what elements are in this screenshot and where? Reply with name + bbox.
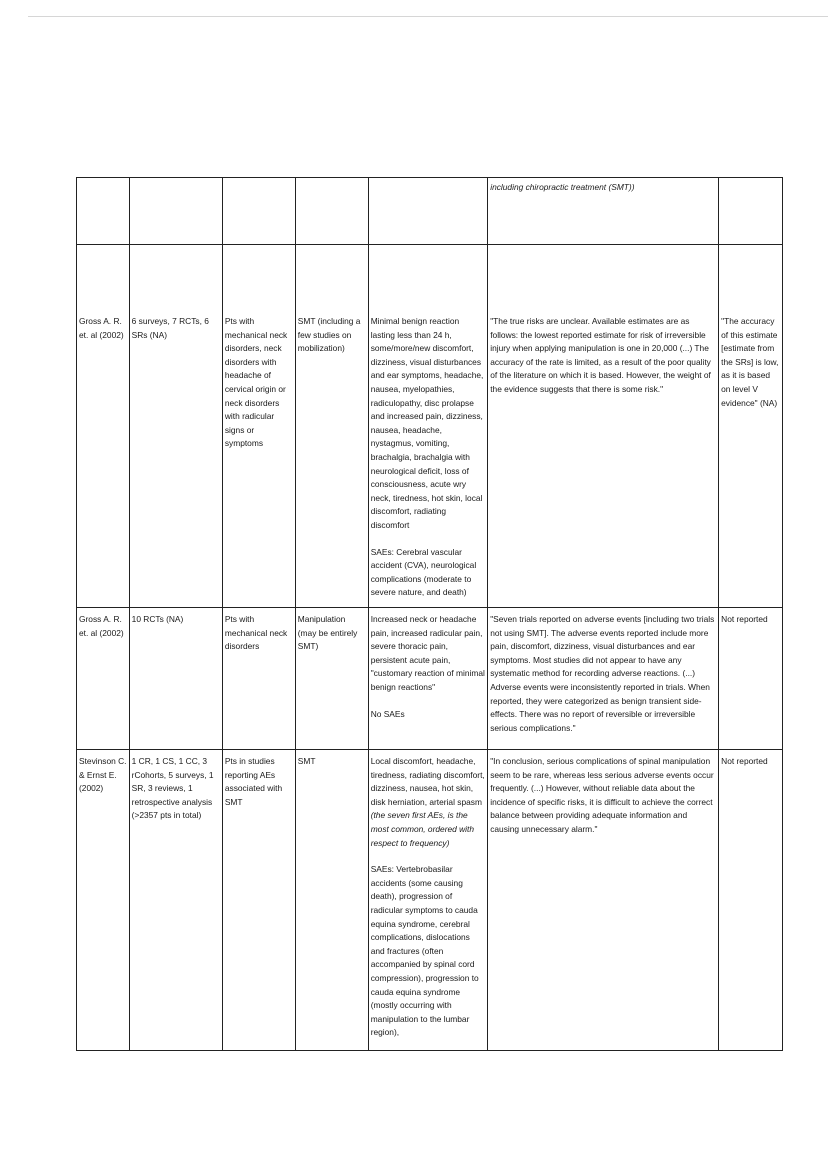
population-cell: Pts with mechanical neck disorders (222, 608, 295, 750)
design-cell: 1 CR, 1 CS, 1 CC, 3 rCohorts, 5 surveys, 1 SR, 3 reviews, 1 retrospective analysis (>2357 pts in total) (129, 750, 222, 1051)
page-top-rule (28, 16, 828, 17)
author-cell: Stevinson C. & Ernst E. (2002) (77, 750, 130, 1051)
adverse-events-cell (368, 750, 488, 1051)
saes-text: SAEs: Cerebral vascular accident (CVA), neurological complications (moderate to severe nature, and death) (370, 546, 477, 598)
intervention-cell: SMT (295, 750, 368, 1051)
intervention-cell: SMT (including a few studies on mobilization) (295, 245, 368, 608)
population-cell: Pts with mechanical neck disorders, neck disorders with headache of cervical origin or neck disorders with radicular signs or symptoms (222, 245, 295, 608)
table-row (77, 750, 783, 1051)
table-row (77, 245, 783, 608)
evidence-table (76, 177, 783, 1051)
intervention-cell: Manipulation (may be entirely SMT) (295, 608, 368, 750)
adverse-events-text: Minimal benign reaction lasting less than 24 h, some/more/new discomfort, dizziness, visual disturbances and ear symptoms, headache, nausea, myelopathies, radiculopathy, disc prolapse and increased pain, dizziness, nausea, headache, nystagmus, vomiting, brachalgia, brachalgia with neurological deficit, loss of consciousness, acute wry neck, tiredness, hot skin, local discomfort, radiating discomfort (370, 316, 484, 530)
adverse-events-cell (368, 608, 488, 750)
table-row (77, 608, 783, 750)
saes-text: No SAEs (370, 708, 405, 719)
adverse-events-text: Increased neck or headache pain, increased radicular pain, severe thoracic pain, persistent acute pain, "customary reaction of minimal benign reactions" (370, 614, 485, 692)
design-cell: 6 surveys, 7 RCTs, 6 SRs (NA) (129, 245, 222, 608)
continuation-cell (488, 178, 719, 245)
accuracy-cell: Not reported (719, 750, 783, 1051)
adverse-events-text: Local discomfort, headache, tiredness, radiating discomfort, dizziness, nausea, hot skin, disk herniation, arterial spasm (370, 756, 485, 807)
accuracy-cell: "The accuracy of this estimate [estimate from the SRs] is low, as it is based on level V evidence" (NA) (719, 245, 783, 608)
accuracy-cell: Not reported (719, 608, 783, 750)
adverse-events-note: (the seven first AEs, is the most common, ordered with respect to frequency) (370, 810, 475, 848)
author-cell: Gross A. R. et. al (2002) (77, 608, 130, 750)
design-cell: 10 RCTs (NA) (129, 608, 222, 750)
quote-cell: "In conclusion, serious complications of spinal manipulation seem to be rare, whereas less serious adverse events occur frequently. (...) However, without reliable data about the incidence of specific risks, it is difficult to achieve the correct balance between providing adequate information and causing unnecessary alarm." (488, 750, 719, 1051)
quote-cell: "The true risks are unclear. Available estimates are as follows: the lowest reported estimate for risk of irreversible injury when applying manipulation is one in 20,000 (...) The accuracy of the rate is limited, as a result of the poor quality of the literature on which it is based. However, the weight of the evidence suggests that there is some risk." (488, 245, 719, 608)
adverse-events-cell (368, 245, 488, 608)
quote-cell: "Seven trials reported on adverse events [including two trials not using SMT]. The adverse events reported include more pain, discomfort, dizziness, visual disturbances and ear symptoms. Most studies did not appear to have any systematic method for recording adverse reactions. (...) Adverse events were inconsistently reported in trials. When reported, they were categorized as benign transient side-effects. There was no report of reversible or irreversible serious complications." (488, 608, 719, 750)
population-cell: Pts in studies reporting AEs associated with SMT (222, 750, 295, 1051)
saes-text: SAEs: Vertebrobasilar accidents (some causing death), progression of radicular symptoms to cauda equina syndrome, cerebral complications, dislocations and fractures (often accompanied by spinal cord compression), progression to cauda equina syndrome (mostly occurring with manipulation to the lumbar region), (370, 864, 479, 1038)
table-continuation-row (77, 178, 783, 245)
author-cell: Gross A. R. et. al (2002) (77, 245, 130, 608)
continuation-text: including chiropractic treatment (SMT)) (490, 182, 635, 192)
